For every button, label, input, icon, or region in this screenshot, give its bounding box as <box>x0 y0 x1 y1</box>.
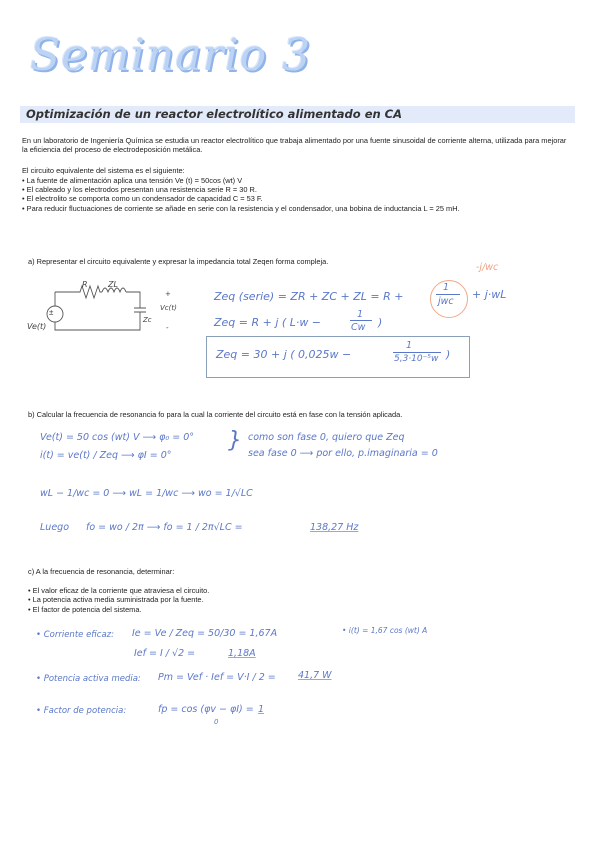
c-item-2: • La potencia activa media suministrada por la fuente. <box>28 595 204 604</box>
frac1-bar <box>436 294 460 295</box>
b-luego: Luego <box>40 522 70 533</box>
page-title: Seminario 3 <box>30 30 312 81</box>
b-note-2: sea fase 0 ⟶ por ello, p.imaginaria = 0 <box>248 448 438 459</box>
circuit-intro: El circuito equivalente del sistema es el siguiente: <box>22 166 185 175</box>
frac3-den: 5,3·10⁻⁵w <box>394 354 439 364</box>
label-zc: Zc <box>143 316 152 324</box>
question-b: b) Calcular la frecuencia de resonancia fo para la cual la corriente del circuito está en fase con la tensión aplicada. <box>28 410 403 419</box>
frac2-den: Cw <box>351 322 366 333</box>
section-title: Optimización de un reactor electrolítico alimentado en CA <box>26 107 403 121</box>
b-f0-result: 138,27 Hz <box>310 522 359 533</box>
b-note-1: como son fase 0, quiero que Zeq <box>248 432 405 443</box>
frac3-bar <box>393 352 441 353</box>
bullet-source: • La fuente de alimentación aplica una tensión Ve (t) = 50cos (wt) V <box>22 176 243 185</box>
b-line-1: Ve(t) = 50 cos (wt) V ⟶ φ₀ = 0° <box>40 432 194 443</box>
frac3-num: 1 <box>406 340 413 351</box>
impedance-line-1: Zeq (serie) = ZR + ZC + ZL = R + <box>214 290 404 303</box>
c-ans3-result: 1 <box>258 704 265 715</box>
c-item-1: • El valor eficaz de la corriente que atraviesa el circuito. <box>28 586 210 595</box>
frac2-bar <box>350 320 372 321</box>
source-plus-minus: ± <box>49 308 54 317</box>
frac2-close: ) <box>378 316 383 329</box>
question-c: c) A la frecuencia de resonancia, determinar: <box>28 567 175 576</box>
label-plus: + <box>165 290 171 298</box>
c-ans1b-result: 1,18A <box>228 648 256 659</box>
brace: } <box>228 428 242 453</box>
boxed-close: ) <box>446 348 451 361</box>
b-line-2: i(t) = ve(t) / Zeq ⟶ φI = 0° <box>40 450 172 461</box>
c-ans1b-expr: Ief = I / √2 = <box>134 648 196 659</box>
c-ans3-expr: fp = cos (φv − φI) = <box>158 704 254 715</box>
c-ans2-label: • Potencia activa media: <box>36 674 141 684</box>
label-ve: Ve(t) <box>27 322 47 331</box>
label-zl: ZL <box>108 280 118 289</box>
c-ans2-result: 41,7 W <box>298 670 332 681</box>
label-vc: Vc(t) <box>160 304 177 312</box>
c-item-3: • El factor de potencia del sistema. <box>28 605 142 614</box>
frac1-den: jwc <box>438 296 454 307</box>
label-r: R <box>82 280 88 289</box>
label-minus: - <box>166 324 169 332</box>
bullet-inductor: • Para reducir fluctuaciones de corriente se añade en serie con la resistencia y el condensador, una bobina de inductancia L = 25 mH. <box>22 204 460 213</box>
b-omega-eq: wL − 1/wc = 0 ⟶ wL = 1/wc ⟶ wo = 1/√LC <box>40 488 253 499</box>
bullet-capacitor: • El electrolito se comporta como un condensador de capacidad C = 53 F. <box>22 194 263 203</box>
c-ans1-label: • Corriente eficaz: <box>36 630 115 640</box>
bullet-resistance: • El cableado y los electrodos presentan una resistencia serie R = 30 R. <box>22 185 257 194</box>
frac2-num: 1 <box>357 309 364 320</box>
intro-paragraph: En un laboratorio de Ingeniería Química se estudia un reactor electrolítico que trabaja alimentado por una fuente sinusoidal de corriente alterna, utilizada para mejorar la eficiencia del proceso de electrodeposición metálica. <box>22 136 567 155</box>
c-ans1-expr: Ie = Ve / Zeq = 50/30 = 1,67A <box>132 628 278 639</box>
impedance-line-2: Zeq = R + j ( L·w − <box>214 316 322 329</box>
boxed-equation: Zeq = 30 + j ( 0,025w − <box>216 348 352 361</box>
impedance-line-1-right: + j·wL <box>472 288 507 301</box>
b-f0-expr: fo = wo / 2π ⟶ fo = 1 / 2π√LC = <box>86 522 243 533</box>
c-ans3-sub: 0 <box>214 718 219 726</box>
c-ans2-expr: Pm = Vef · Ief = V·I / 2 = <box>158 672 276 683</box>
question-a: a) Representar el circuito equivalente y expresar la impedancia total Zeqen forma compleja. <box>28 257 329 266</box>
c-ans3-label: • Factor de potencia: <box>36 706 127 716</box>
frac1-num: 1 <box>443 282 450 293</box>
c-ans1-note: • i(t) = 1,67 cos (wt) A <box>342 626 428 635</box>
annotation-orange: -j/wc <box>476 262 499 273</box>
